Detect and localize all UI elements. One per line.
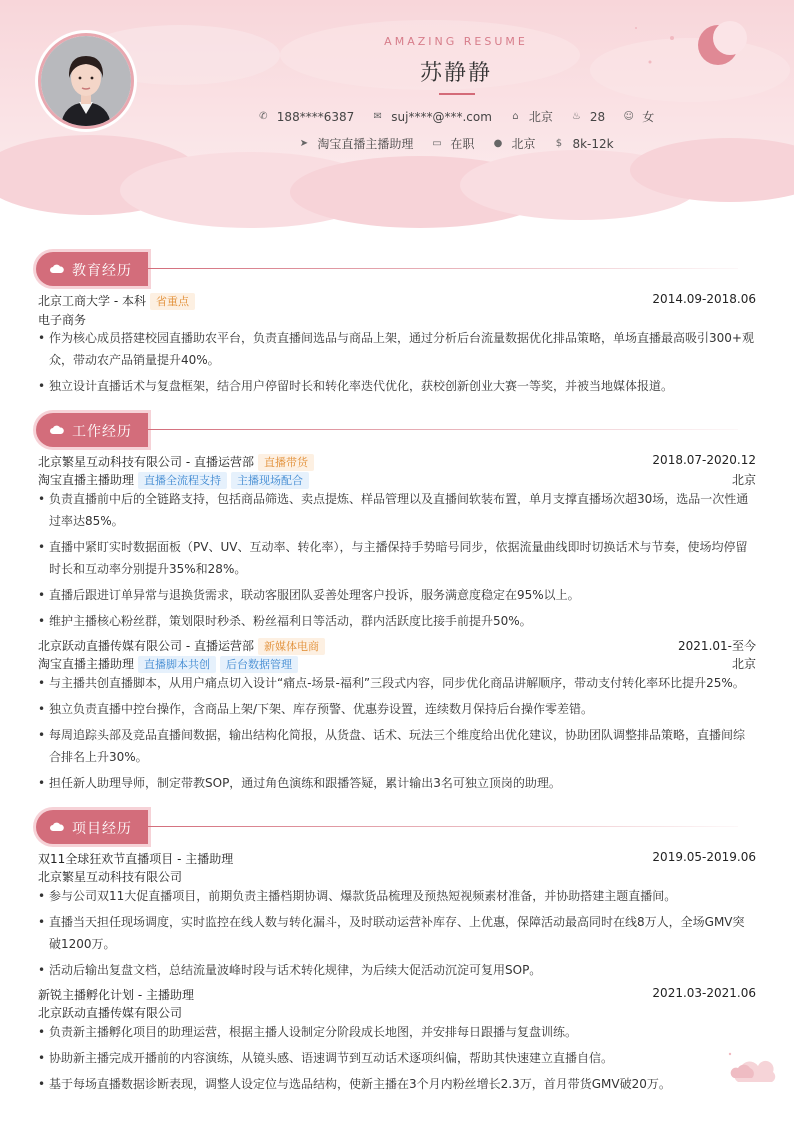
cake-icon: ♨: [571, 111, 581, 122]
list-item: • 协助新主播完成开播前的内容演练，从镜头感、语速调节到互动话术逐项纠偏，帮助其快速建立直播自信。: [38, 1047, 756, 1069]
list-item: • 与主播共创直播脚本，从用户痛点切入设计“痛点-场景-福利”三段式内容，同步优化商品讲解顺序，带动支付转化率环比提升25%。: [38, 672, 756, 694]
section-title-education: [36, 252, 736, 286]
candidate-name: 苏静静: [419, 61, 492, 86]
section-title-work: [36, 413, 736, 447]
gender-text: 女: [642, 110, 655, 124]
section-divider: [148, 429, 738, 430]
contact-row: [0, 108, 794, 125]
education-dates: 2014.09-2018.06: [652, 292, 756, 306]
city-item: [492, 135, 535, 152]
role-title: 淘宝直播主播助理: [38, 473, 135, 487]
project-org: 北京跃动直播传媒有限公司: [38, 1006, 183, 1020]
company-tag: 直播带货: [258, 454, 314, 471]
gender-item: [623, 108, 654, 125]
phone-icon: ✆: [259, 111, 268, 122]
skill-tag: 主播现场配合: [231, 472, 309, 489]
salary-text: 8k-12k: [572, 136, 614, 151]
position-text: 淘宝直播主播助理: [317, 137, 414, 151]
salary-item: [553, 135, 613, 152]
email-item: [372, 108, 492, 125]
list-item: • 作为核心成员搭建校园直播助农平台，负责直播间选品与商品上架，通过分析后台流量数据优化排品策略，单场直播最高吸引300+观众，带动农产品销量提升40%。: [38, 327, 756, 371]
location-pin-icon: ●: [493, 138, 503, 149]
company-name: 北京跃动直播传媒有限公司 - 直播运营部: [38, 639, 254, 653]
work-dates: 2018.07-2020.12: [652, 453, 756, 467]
list-item: • 直播后跟进订单异常与退换货需求，联动客服团队妥善处理客户投诉，服务满意度稳定在95%以上。: [38, 584, 756, 606]
school-tag: 省重点: [150, 293, 195, 310]
skill-tag: 直播全流程支持: [138, 472, 227, 489]
company-tag: 新媒体电商: [258, 638, 325, 655]
list-item: • 负责新主播孵化项目的助理运营，根据主播人设制定分阶段成长地图，并安排每日跟播与复盘训练。: [38, 1021, 756, 1043]
name-underline: [439, 93, 475, 95]
education-header: [38, 292, 756, 310]
resume-eyebrow: AMAZING RESUME: [384, 35, 528, 48]
age-item: [571, 108, 605, 125]
money-icon: $: [555, 138, 563, 149]
work-city: 北京: [731, 657, 756, 671]
phone-text: 188****6387: [276, 109, 355, 124]
email-text: suj****@***.com: [391, 109, 492, 124]
school-name: 北京工商大学 - 本科: [38, 294, 146, 308]
list-item: • 负责直播前中后的全链路支持，包括商品筛选、卖点提炼、样品管理以及直播间软装布置，单月支撑直播场次超30场，选品一次性通过率达85%。: [38, 488, 756, 532]
work-role-row: [38, 471, 756, 489]
smile-icon: ☺: [623, 111, 634, 122]
age-text: 28: [589, 109, 606, 124]
list-item: • 每周追踪头部及竞品直播间数据，输出结构化简报，从货盘、话术、玩法三个维度给出优化建议，协助团队调整排品策略，直播间综合排名上升30%。: [38, 724, 756, 768]
list-item: • 活动后输出复盘文档，总结流量波峰时段与话术转化规律，为后续大促活动沉淀可复用SOP。: [38, 959, 756, 981]
section-title-projects: [36, 810, 736, 844]
section-pill: [36, 413, 148, 447]
project-header: [38, 850, 756, 867]
major: 电子商务: [38, 313, 87, 327]
status-item: [431, 135, 474, 152]
section-label: 项目经历: [72, 821, 132, 837]
city-text: 北京: [511, 137, 536, 151]
mail-icon: ✉: [373, 111, 382, 122]
cloud-icon: [50, 425, 64, 434]
list-item: • 基于每场直播数据诊断表现，调整人设定位与选品结构，使新主播在3个月内粉丝增长2.3万，首月带货GMV破20万。: [38, 1073, 756, 1095]
resume-header: [0, 0, 794, 232]
location-text: 北京: [528, 110, 553, 124]
skill-tag: 直播脚本共创: [138, 656, 216, 673]
intent-row: [0, 135, 794, 152]
list-item: • 直播当天担任现场调度，实时监控在线人数与转化漏斗，及时联动运营补库存、上优惠，保障活动最高同时在线8万人，全场GMV突破1200万。: [38, 911, 756, 955]
project-name: 新锐主播孵化计划 - 主播助理: [38, 988, 194, 1002]
cloud-icon: [50, 822, 64, 831]
position-item: [298, 135, 413, 152]
company-name: 北京繁星互动科技有限公司 - 直播运营部: [38, 455, 254, 469]
project-dates: 2021.03-2021.06: [652, 986, 756, 1000]
role-title: 淘宝直播主播助理: [38, 657, 135, 671]
send-icon: ➤: [299, 138, 309, 149]
section-divider: [148, 826, 738, 827]
list-item: • 独立负责直播中控台操作，含商品上架/下架、库存预警、优惠券设置，连续数月保持后台操作零差错。: [38, 698, 756, 720]
cloud-icon: [50, 264, 64, 273]
project-name: 双11全球狂欢节直播项目 - 主播助理: [38, 852, 234, 866]
home-icon: ⌂: [512, 111, 519, 122]
list-item: • 担任新人助理导师，制定带教SOP，通过角色演练和跟播答疑，累计输出3名可独立顶岗的助理。: [38, 772, 756, 794]
work-header: [38, 637, 756, 655]
project-header: [38, 986, 756, 1003]
work-role-row: [38, 655, 756, 673]
section-divider: [148, 268, 738, 269]
section-pill: [36, 810, 148, 844]
location-item: [510, 108, 553, 125]
work-dates: 2021.01-至今: [678, 639, 756, 653]
section-pill: [36, 252, 148, 286]
phone-item: [258, 108, 354, 125]
project-dates: 2019.05-2019.06: [652, 850, 756, 864]
list-item: • 独立设计直播话术与复盘框架，结合用户停留时长和转化率迭代优化，获校创新创业大赛一等奖，并被当地媒体报道。: [38, 375, 756, 397]
briefcase-icon: ▭: [432, 138, 442, 149]
work-city: 北京: [731, 473, 756, 487]
list-item: • 参与公司双11大促直播项目，前期负责主播档期协调、爆款货品梳理及预热短视频素材准备，并协助搭建主题直播间。: [38, 885, 756, 907]
skill-tag: 后台数据管理: [220, 656, 298, 673]
work-header: [38, 453, 756, 471]
status-text: 在职: [450, 137, 475, 151]
list-item: • 维护主播核心粉丝群，策划限时秒杀、粉丝福利日等活动，群内活跃度比接手前提升50%。: [38, 610, 756, 632]
decorative-cloud-icon: [728, 1052, 784, 1088]
project-org: 北京繁星互动科技有限公司: [38, 870, 183, 884]
section-label: 工作经历: [72, 424, 132, 440]
section-label: 教育经历: [72, 263, 132, 279]
list-item: • 直播中紧盯实时数据面板（PV、UV、互动率、转化率），与主播保持手势暗号同步，依据流量曲线即时切换话术与节奏，使场均停留时长和互动率分别提升35%和28%。: [38, 536, 756, 580]
